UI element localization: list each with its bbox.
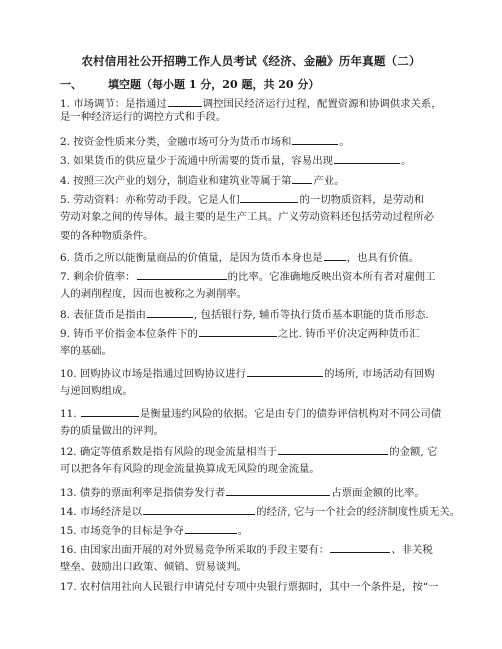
section-heading [60, 76, 319, 92]
text-line: 是一种经济运行的调控方式和手段。 [60, 111, 227, 123]
text-line: 壁垒、鼓励出口政策、倾销、贸易谈判。 [60, 561, 248, 573]
section-label: 填空题（每小题 1 分，20 题，共 20 分） [108, 78, 320, 91]
text-line: 13. 债券的票面利率是指债券发行者 占票面金额的比率。 [60, 484, 450, 500]
text-line: 15. 市场竞争的目标是争夺 。 [60, 522, 450, 538]
text-line: 1. 市场调节：是指通过 调控国民经济运行过程，配置资源和协调供求关系， [60, 95, 450, 111]
answer-blank [292, 172, 312, 184]
text-line: 7. 剩余价值率： 的比率。它准确地反映出资本所有者对雇佣工 [60, 268, 450, 284]
document-title: 农村信用社公开招聘工作人员考试《经济、金融》历年真题（二） [81, 54, 421, 68]
answer-blank [185, 522, 237, 534]
text-line: 9. 铸币平价指金本位条件下的 之比. 铸币平价决定两种货币汇 [60, 325, 450, 341]
answer-blank [81, 405, 139, 417]
text-line: 3. 如果货币的供应量少于流通中所需要的货币量，容易出现 。 [60, 152, 450, 168]
text-line: 14. 市场经济是以 的经济, 它与一个社会的经济制度性质无关。 [60, 503, 450, 519]
answer-blank [147, 306, 193, 318]
text-line: 要的各种物质条件。 [60, 230, 154, 242]
answer-blank [324, 249, 346, 261]
text-line: 4. 按照三次产业的划分，制造业和建筑业等属于第 产业。 [60, 172, 450, 188]
text-line: 8. 表征货币是指由 , 包括银行券, 辅币等执行货币基本职能的货币形态. [60, 306, 450, 322]
text-line: 11. 是衡量违约风险的依据。它是由专门的债券评信机构对不同公司债 [60, 405, 450, 421]
text-line: 2. 按资金性质来分类，金融市场可分为货币市场和 。 [60, 133, 450, 149]
text-line: 10. 回购协议市场是指通过回购协议进行 的场所, 市场活动有回购 [60, 365, 450, 381]
text-line: 5. 劳动资料：亦称劳动手段。它是人们 的一切物质资料，是劳动和 [60, 191, 450, 207]
text-line: 与逆回购组成。 [60, 385, 133, 397]
answer-blank [292, 133, 338, 145]
text-line: 率的基础。 [60, 345, 112, 357]
answer-blank [334, 152, 400, 164]
text-line: 17. 农村信用社向人民银行申请兑付专项中央银行票据时，其中一个条件是，按“一 [60, 581, 439, 593]
answer-blank [199, 325, 277, 337]
text-line: 16. 由国家出面开展的对外贸易竞争所采取的手段主要有： 、非关税 [60, 541, 450, 557]
answer-blank [143, 503, 255, 515]
answer-blank [330, 541, 390, 553]
section-number: 一、 [60, 78, 82, 91]
answer-blank [247, 365, 323, 377]
answer-blank [278, 443, 388, 455]
text-line: 可以把各年有风险的现金流量换算成无风险的现金流量。 [60, 463, 320, 475]
answer-blank [240, 191, 298, 203]
answer-blank [137, 268, 227, 280]
text-line: 劳动对象之间的传导体。最主要的是生产工具。广义劳动资料还包括劳动过程所必 [60, 211, 435, 223]
answer-blank [226, 484, 330, 496]
text-line: 6. 货币之所以能衡量商品的价值量，是因为货币本身也是 ，也具有价值。 [60, 249, 450, 265]
text-line: 12. 确定等值系数是指有风险的现金流量相当于 的金额, 它 [60, 443, 450, 459]
text-line: 人的剥削程度，因而也被称之为剥削率。 [60, 288, 248, 300]
answer-blank [168, 95, 202, 107]
text-line: 券的质量做出的评判。 [60, 425, 164, 437]
